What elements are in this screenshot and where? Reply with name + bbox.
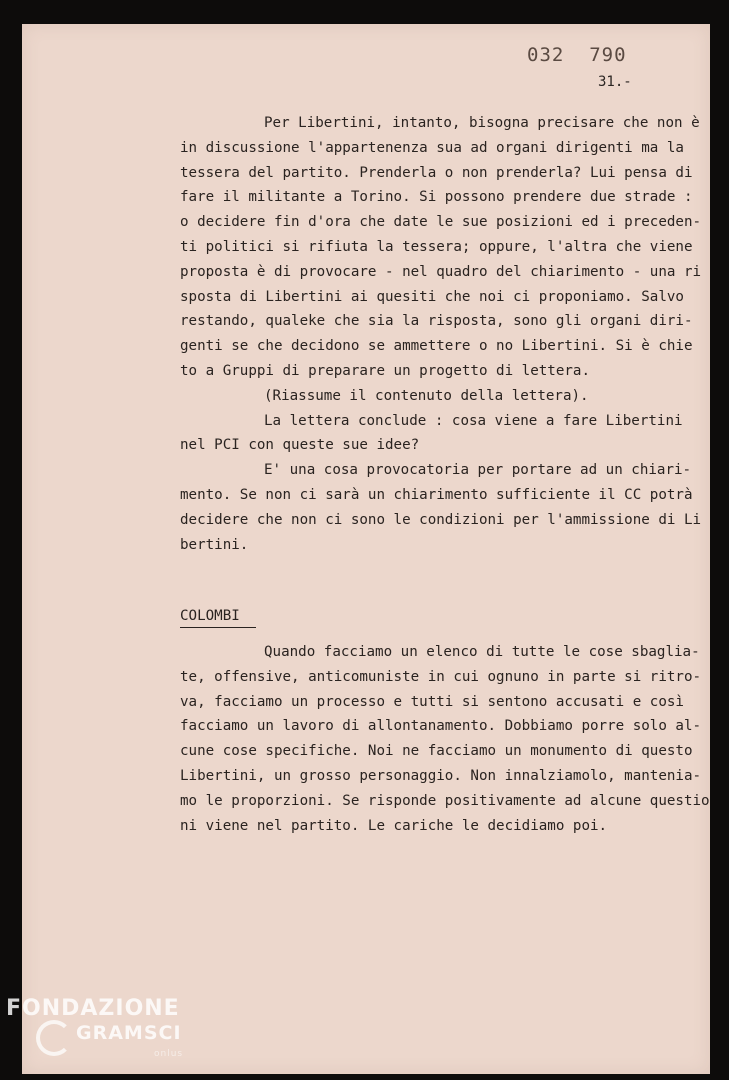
text-line: o decidere fin d'ora che date le sue posizioni ed i preceden- — [180, 214, 702, 231]
text-line: restando, qualeke che sia la risposta, sono gli organi diri- — [180, 313, 693, 330]
watermark-logo-icon — [36, 1020, 72, 1056]
text-line: sposta di Libertini ai quesiti che noi ci proponiamo. Salvo — [180, 288, 684, 305]
text-line: nel PCI con queste sue idee? — [180, 437, 420, 454]
text-line: to a Gruppi di preparare un progetto di lettera. — [180, 362, 590, 379]
text-line: cune cose specifiche. Noi ne facciamo un monumento di questo — [180, 743, 693, 760]
text-line: va, facciamo un processo e tutti si sentono accusati e così — [180, 693, 684, 710]
text-line: Libertini, un grosso personaggio. Non innalziamolo, mantenia- — [180, 767, 702, 784]
text-line: E' una cosa provocatoria per portare ad un chiari- — [264, 462, 692, 479]
text-line: te, offensive, anticomuniste in cui ognuno in parte si ritro- — [180, 668, 702, 685]
text-line: decidere che non ci sono le condizioni per l'ammissione di Li — [180, 511, 702, 528]
text-line: mento. Se non ci sarà un chiarimento sufficiente il CC potrà — [180, 486, 693, 503]
text-line: proposta è di provocare - nel quadro del chiarimento - una ri — [180, 263, 702, 280]
fondazione-gramsci-watermark — [6, 996, 184, 1059]
speaker-heading: COLOMBI — [180, 608, 240, 624]
watermark-line-1: FONDAZIONE — [6, 996, 180, 1021]
text-line: bertini. — [180, 536, 249, 553]
text-line: (Riassume il contenuto della lettera). — [264, 387, 589, 404]
text-block-libertini — [180, 111, 700, 557]
text-block-colombi — [180, 640, 710, 838]
text-line: mo le proporzioni. Se risponde positivamente ad alcune questio — [180, 792, 710, 809]
text-line: ti politici si rifiuta la tessera; oppure, l'altra che viene — [180, 238, 693, 255]
watermark-line-2: GRAMSCI — [76, 1022, 182, 1044]
heading-underline — [180, 627, 256, 628]
archive-code: 032 790 — [527, 44, 627, 66]
text-line: Per Libertini, intanto, bisogna precisare che non è — [264, 115, 700, 131]
text-line: facciamo un lavoro di allontanamento. Dobbiamo porre solo al- — [180, 718, 702, 735]
text-line: in discussione l'appartenenza sua ad organi dirigenti ma la — [180, 139, 684, 156]
text-line: La lettera conclude : cosa viene a fare Libertini — [264, 412, 683, 429]
text-line: tessera del partito. Prenderla o non prenderla? Lui pensa di — [180, 164, 693, 181]
text-line: Quando facciamo un elenco di tutte le cose sbaglia- — [264, 644, 700, 660]
watermark-line-3: onlus — [154, 1049, 184, 1059]
page-number: 31.- — [598, 74, 632, 90]
text-line: genti se che decidono se ammettere o no Libertini. Si è chie — [180, 338, 693, 355]
text-line: ni viene nel partito. Le cariche le decidiamo poi. — [180, 817, 608, 834]
text-line: fare il militante a Torino. Si possono prendere due strade : — [180, 189, 693, 206]
